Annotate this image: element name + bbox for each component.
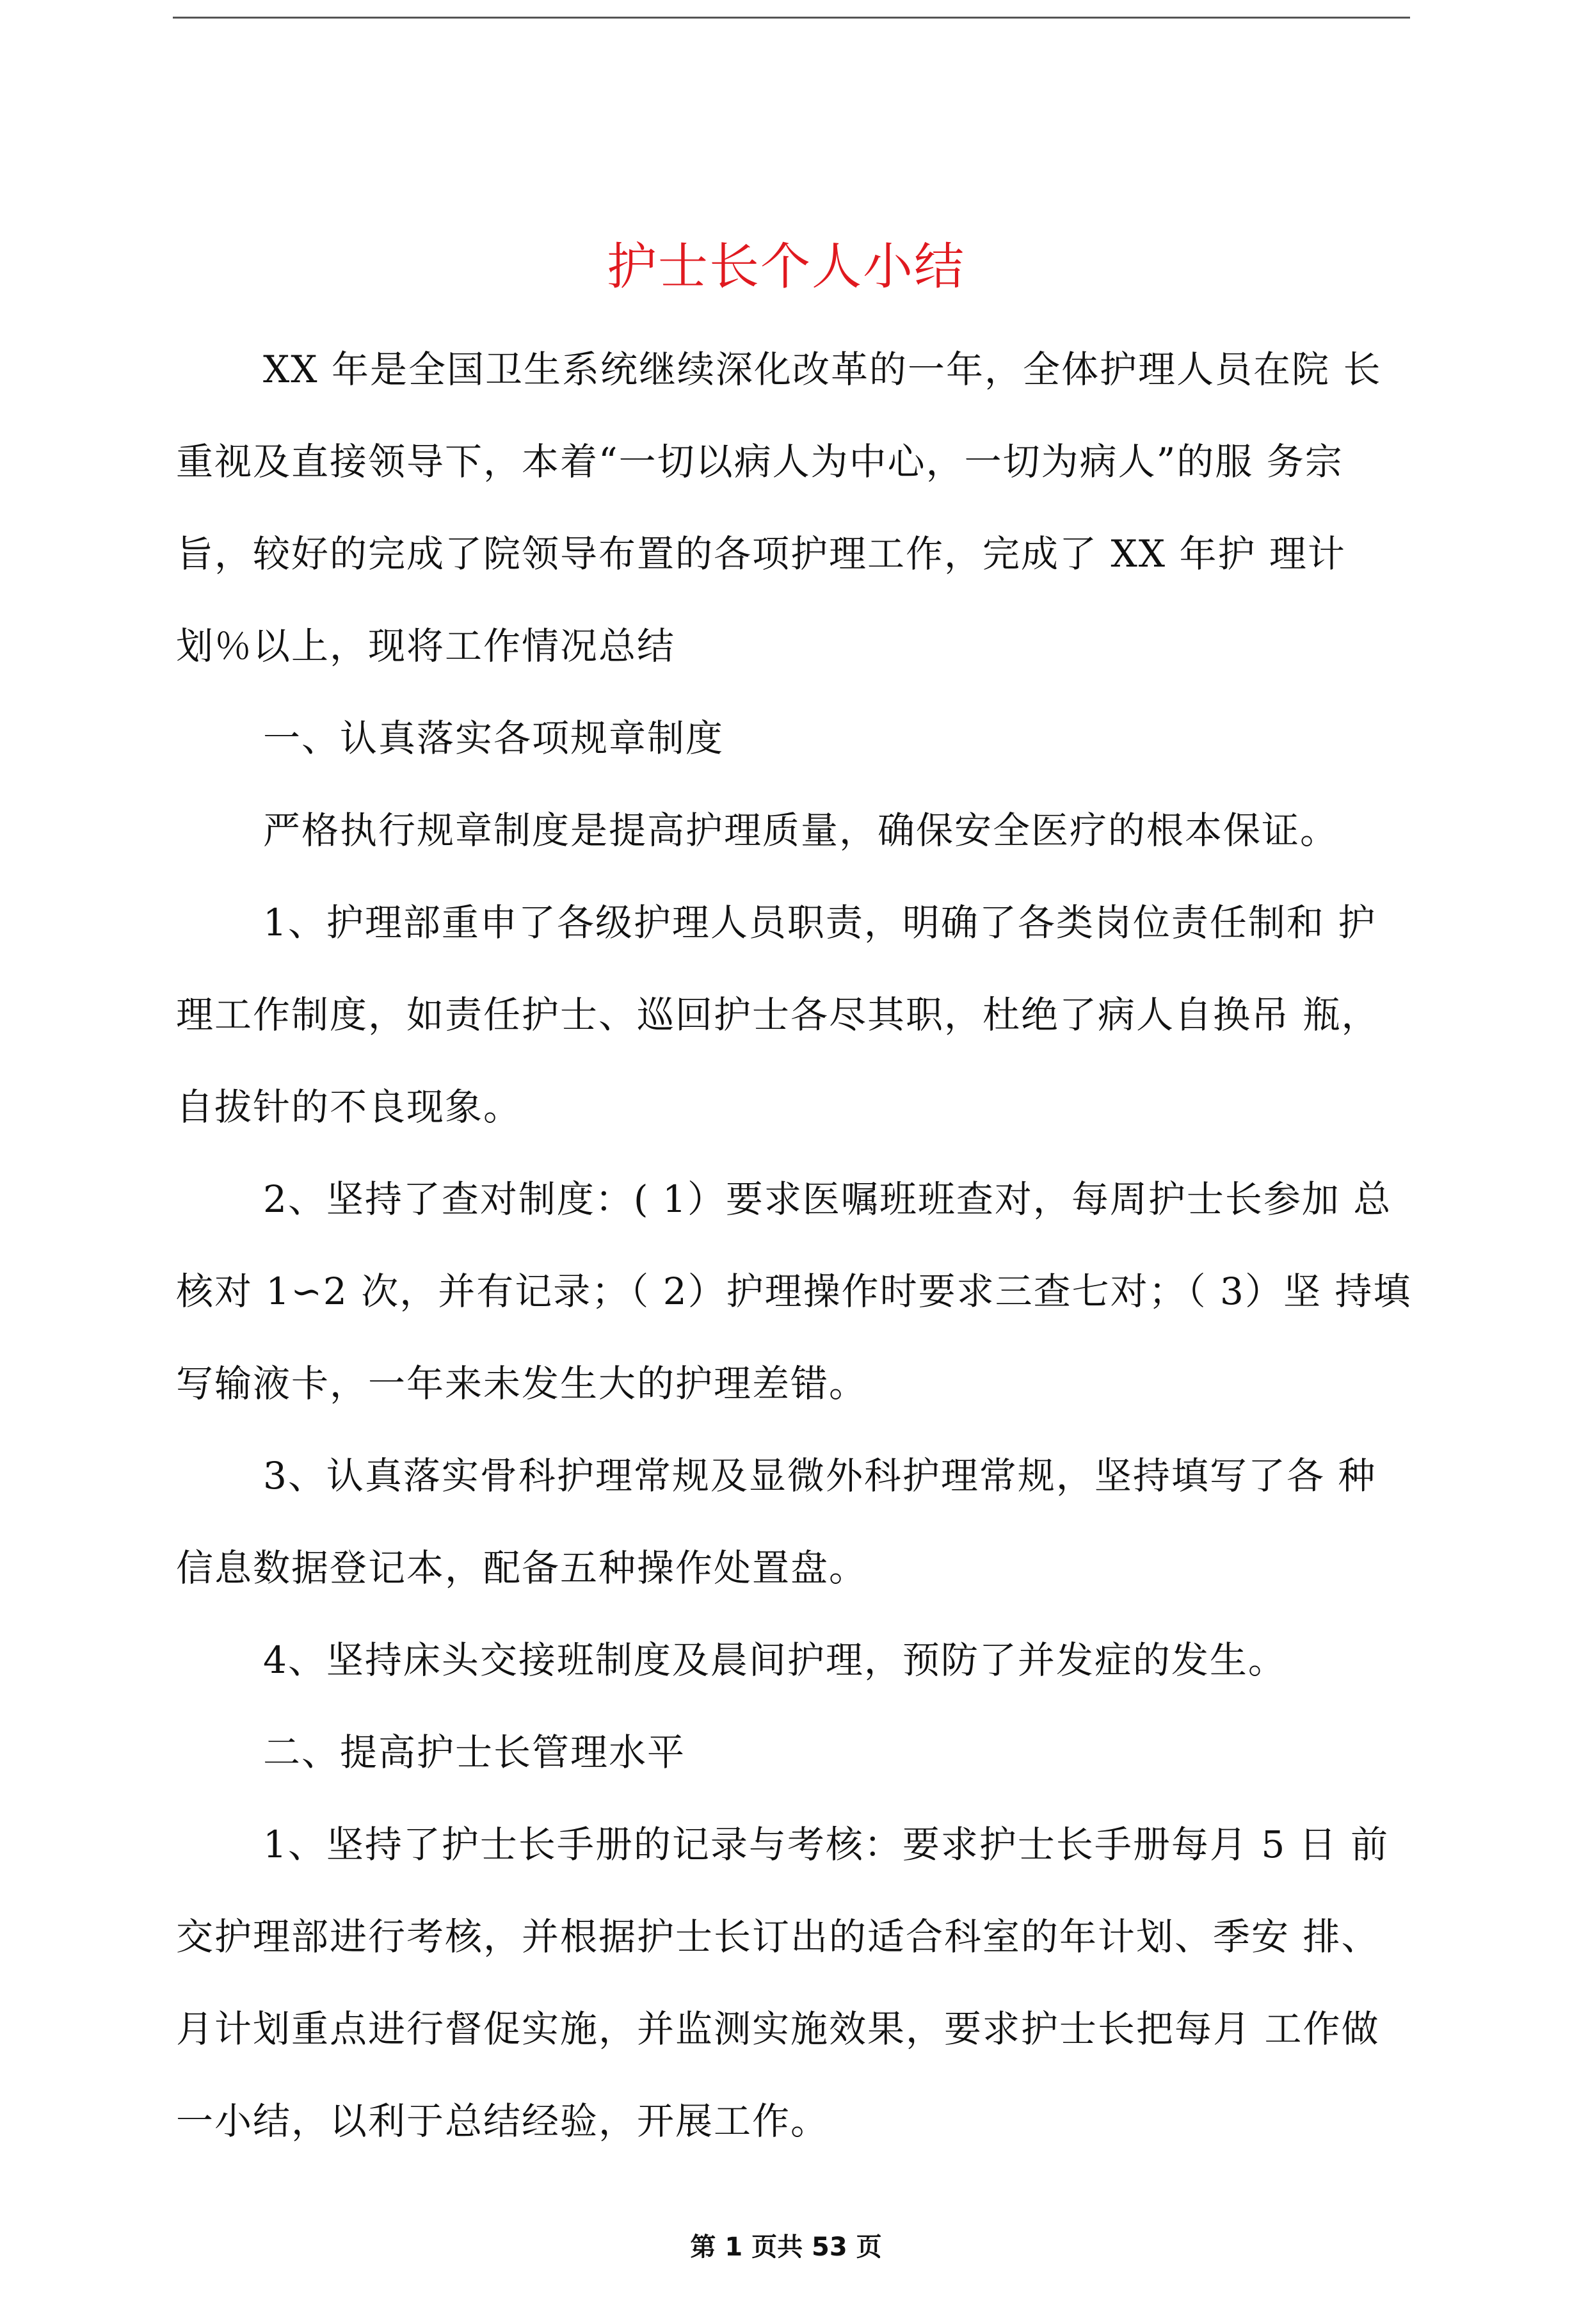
document-title: 护士长个人小结	[606, 238, 965, 296]
page-number-footer: 第 1 页共 53 页	[690, 2232, 882, 2262]
paragraph-item-2: 2、坚持了查对制度：( 1）要求医嘱班班查对，每周护士长参加 总核对 1∽2 次，并有记录；（ 2）护理操作时要求三查七对；（ 3）坚 持填写输液卡，一年来未发生大的护理差错。	[176, 1177, 1412, 1405]
paragraph-section-2-item-1: 1、坚持了护士长手册的记录与考核：要求护士长手册每月 5 日 前交护理部进行考核，并根据护士长订出的适合科室的年计划、季安 排、月计划重点进行督促实施，并监测实施效果，要求护士长把每月 工作做一小结，以利于总结经验，开展工作。	[176, 1823, 1390, 2143]
document-body	[176, 323, 1415, 2167]
section-heading-1: 一、认真落实各项规章制度	[263, 716, 725, 760]
paragraph-intro: XX 年是全国卫生系统继续深化改革的一年，全体护理人员在院 长重视及直接领导下，本着“一切以病人为中心，一切为病人”的服 务宗旨，较好的完成了院领导布置的各项护理工作，完成了 XX 年护 理计划％以上，现将工作情况总结	[176, 348, 1382, 668]
header-rule	[173, 17, 1410, 19]
section-heading-2: 二、提高护士长管理水平	[263, 1731, 686, 1774]
paragraph-item-3: 3、认真落实骨科护理常规及显微外科护理常规，坚持填写了各 种信息数据登记本，配备五种操作处置盘。	[176, 1454, 1377, 1590]
paragraph-section-1-lead: 严格执行规章制度是提高护理质量，确保安全医疗的根本保证。	[263, 809, 1339, 852]
paragraph-item-4: 4、坚持床头交接班制度及晨间护理，预防了并发症的发生。	[263, 1638, 1287, 1682]
paragraph-item-1: 1、护理部重申了各级护理人员职责，明确了各类岗位责任制和 护理工作制度，如责任护士、巡回护士各尽其职，杜绝了病人自换吊 瓶，自拔针的不良现象。	[176, 901, 1380, 1129]
